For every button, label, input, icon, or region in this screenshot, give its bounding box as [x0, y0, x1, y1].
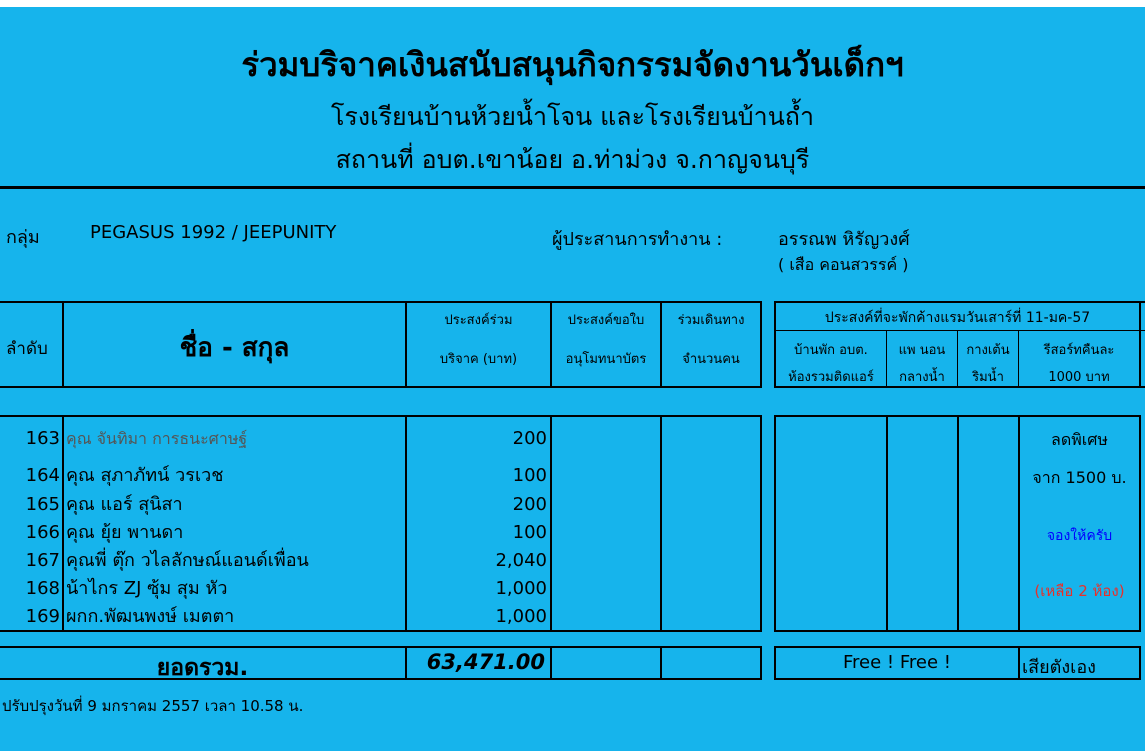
- group-label: กลุ่ม: [6, 227, 40, 248]
- row-number: 166: [25, 522, 60, 543]
- coordinator-label: ผู้ประสานการทำงาน :: [552, 229, 723, 250]
- row-number: 169: [25, 606, 60, 627]
- row-amount: 100: [512, 465, 547, 486]
- stay-header-top-border: [774, 301, 1145, 303]
- last-updated-note: ปรับปรุงวันที่ 9 มกราคม 2557 เวลา 10.58 น.: [2, 697, 304, 715]
- stay-header-mid-border: [774, 330, 1145, 331]
- row-amount: 1,000: [495, 578, 547, 599]
- total-amount: 63,471.00: [426, 650, 545, 674]
- row-amount: 200: [512, 494, 547, 515]
- header-bottom-border: [0, 386, 762, 388]
- col-header-stay-title: ประสงค์ที่จะพักค้างแรมวันเสาร์ที่ 11-มค-57: [824, 310, 1091, 326]
- col-header-travel-line2: จำนวนคน: [682, 352, 740, 367]
- col-header-seq: ลำดับ: [6, 339, 48, 359]
- row-number: 165: [25, 494, 60, 515]
- stay-body-col-line: [886, 415, 888, 632]
- col-header-stay-d-line1: รีสอร์ทคืนละ: [1043, 343, 1115, 358]
- body-top-border: [0, 415, 762, 417]
- total-col-line: [550, 646, 552, 680]
- col-header-cert-line2: อนุโมทนาบัตร: [565, 352, 647, 367]
- body-col-line: [760, 415, 762, 632]
- page-subtitle-location: สถานที่ อบต.เขาน้อย อ.ท่าม่วง จ.กาญจนบุรี: [335, 145, 810, 174]
- stay-self-pay-label: เสียตังเอง: [1022, 657, 1096, 678]
- coordinator-nickname: ( เสือ คอนสวรรค์ ): [778, 255, 909, 274]
- row-name: น้าไกร ZJ ซุ้ม สุม หัว: [66, 578, 228, 599]
- col-header-stay-d-line2: 1000 บาท: [1048, 370, 1110, 385]
- stay-free-label: Free ! Free !: [843, 652, 951, 673]
- col-header-stay-c-line1: กางเต้น: [966, 343, 1010, 358]
- row-number: 164: [25, 465, 60, 486]
- title-divider: [0, 186, 1145, 189]
- stay-total-col-line: [1139, 646, 1141, 680]
- total-col-line: [760, 646, 762, 680]
- row-number: 163: [25, 428, 60, 449]
- header-top-border: [0, 301, 762, 303]
- body-bottom-border: [0, 630, 762, 632]
- body-col-line: [660, 415, 662, 632]
- col-header-stay-a-line2: ห้องรวมติดแอร์: [788, 370, 874, 385]
- group-value: PEGASUS 1992 / JEEPUNITY: [90, 222, 337, 243]
- body-col-line: [62, 415, 64, 632]
- col-header-cert-line1: ประสงค์ขอใบ: [567, 313, 645, 328]
- col-header-name: ชื่อ - สกุล: [179, 333, 290, 363]
- total-top-border: [0, 646, 762, 648]
- body-col-line: [550, 415, 552, 632]
- total-col-line: [660, 646, 662, 680]
- col-header-travel-line1: ร่วมเดินทาง: [677, 313, 745, 328]
- stay-body-col-line: [774, 415, 776, 632]
- stay-total-col-line: [1018, 646, 1020, 680]
- row-name: คุณ จันทิมา การธนะศาษฐ์: [66, 429, 248, 448]
- page-title: ร่วมบริจาคเงินสนับสนุนกิจกรรมจัดงานวันเด็กฯ: [241, 45, 904, 84]
- row-name: คุณพี่ ตุ๊ก วไลลักษณ์แอนด์เพื่อน: [66, 550, 309, 571]
- stay-total-top-border: [774, 646, 1141, 648]
- row-amount: 1,000: [495, 606, 547, 627]
- col-header-stay-b-line1: แพ นอน: [898, 343, 946, 358]
- col-header-stay-b-line2: กลางน้ำ: [899, 370, 945, 385]
- stay-body-col-line: [957, 415, 959, 632]
- row-name: คุณ สุภาภัทน์ วรเวช: [66, 465, 224, 486]
- coordinator-name: อรรณพ หิรัญวงศ์: [778, 229, 910, 250]
- header-col-line: [760, 301, 762, 388]
- row-number: 167: [25, 550, 60, 571]
- page-subtitle-schools: โรงเรียนบ้านห้วยน้ำโจน และโรงเรียนบ้านถ้ำ: [331, 102, 814, 131]
- resort-discount-note: ลดพิเศษ: [1051, 430, 1108, 449]
- row-amount: 200: [512, 428, 547, 449]
- col-header-stay-a-line1: บ้านพัก อบต.: [794, 343, 868, 358]
- row-name: ผกก.พัฒนพงษ์ เมตตา: [66, 606, 235, 627]
- total-label: ยอดรวม.: [156, 655, 249, 681]
- row-amount: 100: [512, 522, 547, 543]
- row-name: คุณ แอร์ สุนิสา: [66, 494, 183, 515]
- resort-booking-note: จองให้ครับ: [1046, 528, 1113, 544]
- row-number: 168: [25, 578, 60, 599]
- col-header-donate-line1: ประสงค์ร่วม: [444, 313, 513, 328]
- resort-remaining-note: (เหลือ 2 ห้อง): [1034, 582, 1125, 600]
- col-header-stay-c-line2: ริมน้ำ: [972, 370, 1004, 385]
- resort-price-note: จาก 1500 บ.: [1032, 468, 1127, 487]
- stay-col-line: [1139, 301, 1141, 388]
- col-header-donate-line2: บริจาค (บาท): [439, 352, 518, 367]
- row-name: คุณ ยุ้ย พานดา: [66, 522, 184, 543]
- stay-body-col-line: [1139, 415, 1141, 632]
- row-amount: 2,040: [495, 550, 547, 571]
